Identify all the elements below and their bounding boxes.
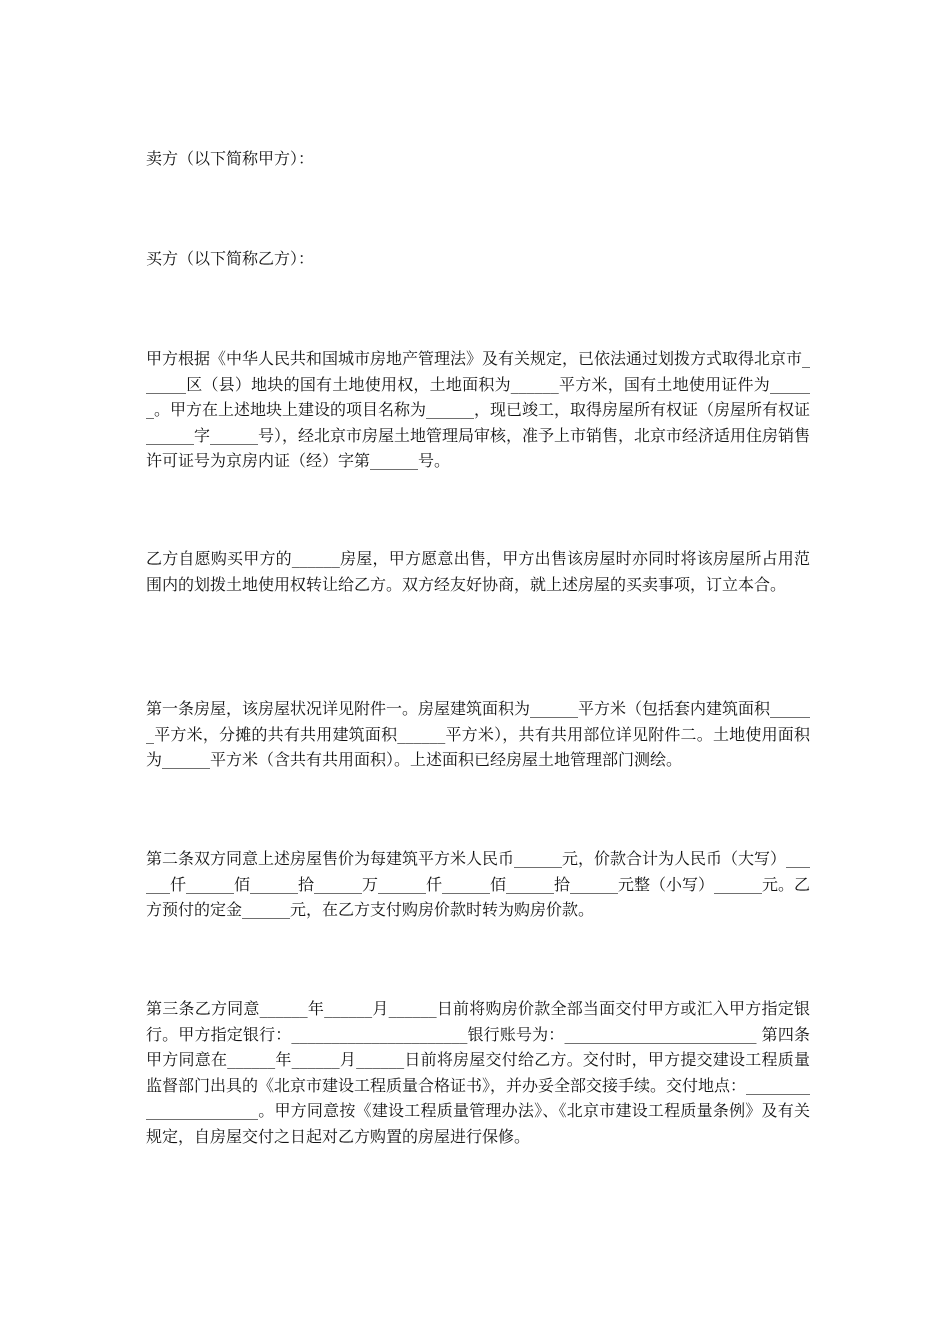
purchase-paragraph: 乙方自愿购买甲方的______房屋，甲方愿意出售，甲方出售该房屋时亦同时将该房屋所占用范围内的划拨土地使用权转让给乙方。双方经友好协商，就上述房屋的买卖事项，订立本合。	[146, 549, 810, 594]
seller-line: 卖方（以下简称甲方）：	[146, 149, 315, 168]
article-1-paragraph: 第一条房屋，该房屋状况详见附件一。房屋建筑面积为______平方米（包括套内建筑面积______平方米，分摊的共有共用建筑面积______平方米），共有共用部位详见附件二。土地使用面积为______平方米（含共有共用面积）。上述面积已经房屋土地管理部门测绘。	[146, 699, 811, 769]
article-2-paragraph: 第二条双方同意上述房屋售价为每建筑平方米人民币______元，价款合计为人民币（大写）______仟______佰______拾______万______仟______佰______拾______元整（小写）______元。乙方预付的定金______元，在乙方支付购房价款时转为购房价款。	[146, 849, 811, 919]
buyer-line: 买方（以下简称乙方）：	[146, 249, 315, 268]
article-3-paragraph: 第三条乙方同意______年______月______日前将购房价款全部当面交付甲方或汇入甲方指定银行。甲方指定银行：______________________银行账号为：________________________ 第四条甲方同意在______年______月______日前将房屋交付给乙方。交付时，甲方提交建设工程质量监督部门出具的《北京市建设工程质量合格证书》，并办妥全部交接手续。交付地点：______________________。甲方同意按《建设工程质量管理办法》、《北京市建设工程质量条例》及有关规定，自房屋交付之日起对乙方购置的房屋进行保修。	[146, 999, 811, 1146]
intro-paragraph: 甲方根据《中华人民共和国城市房地产管理法》及有关规定，已依法通过划拨方式取得北京市______区（县）地块的国有土地使用权，土地面积为______平方米，国有土地使用证件为______。甲方在上述地块上建设的项目名称为______，现已竣工，取得房屋所有权证（房屋所有权证______字______号），经北京市房屋土地管理局审核，准予上市销售，北京市经济适用住房销售许可证号为京房内证（经）字第______号。	[146, 349, 811, 470]
